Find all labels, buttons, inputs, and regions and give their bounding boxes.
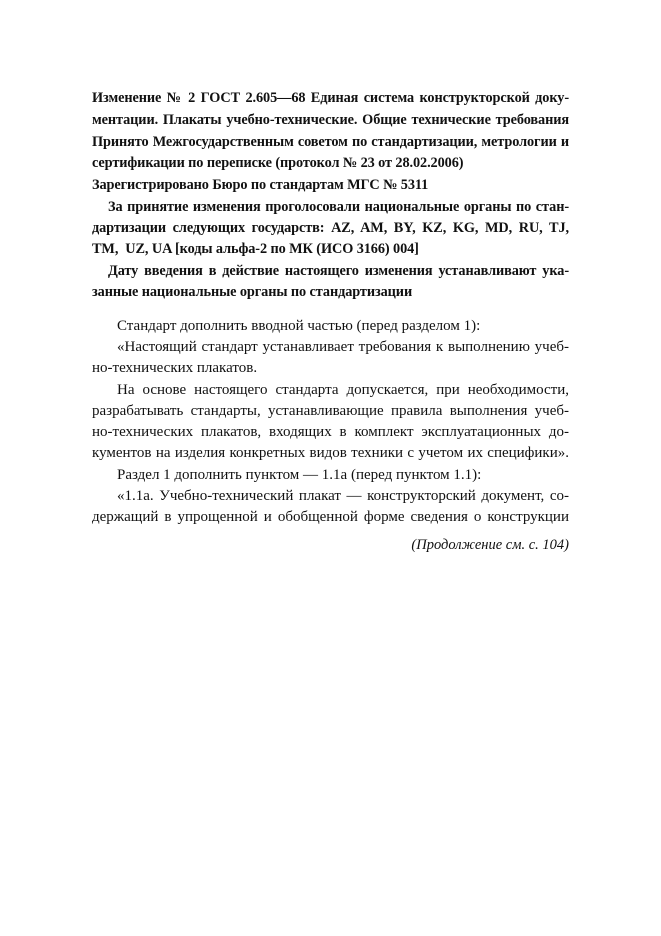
- document-line: занные национальные органы по стандартизации: [92, 284, 413, 300]
- document-line: держащий в упрощенной и обобщенной форме сведения о конструкции: [92, 509, 569, 525]
- document-line: Стандарт дополнить вводной частью (перед разделом 1):: [117, 318, 481, 334]
- document-line: TM, UZ, UA [коды альфа-2 по МК (ИСО 3166) 004]: [92, 241, 419, 257]
- document-line: сертификации по переписке (протокол № 23 от 28.02.2006): [92, 155, 464, 171]
- document-line: ментации. Плакаты учебно-технические. Общие технические требования: [92, 112, 569, 128]
- document-line: кументов на изделия конкретных видов техники с учетом их специфики».: [92, 445, 569, 461]
- document-line: Изменение № 2 ГОСТ 2.605—68 Единая система конструкторской доку-: [92, 90, 569, 106]
- document-line: но-технических плакатов, входящих в комплект эксплуатационных до-: [92, 424, 569, 440]
- document-line: Дату введения в действие настоящего изменения устанавливают ука-: [108, 263, 569, 279]
- document-line: Раздел 1 дополнить пунктом — 1.1а (перед пунктом 1.1):: [117, 467, 482, 483]
- document-line: но-технических плакатов.: [92, 360, 258, 376]
- continuation-note: (Продолжение см. с. 104): [411, 537, 569, 553]
- document-line: За принятие изменения проголосовали национальные органы по стан-: [108, 199, 569, 215]
- document-line: На основе настоящего стандарта допускается, при необходимости,: [117, 382, 569, 398]
- document-line: «1.1а. Учебно-технический плакат — конструкторский документ, со-: [117, 488, 569, 504]
- document-line: Зарегистрировано Бюро по стандартам МГС № 5311: [92, 177, 429, 193]
- document-line: дартизации следующих государств: AZ, AM, BY, KZ, KG, MD, RU, TJ,: [92, 220, 569, 236]
- document-line: разрабатывать стандарты, устанавливающие правила выполнения учеб-: [92, 403, 569, 419]
- document-line: Принято Межгосударственным советом по стандартизации, метрологии и: [92, 134, 569, 150]
- document-line: «Настоящий стандарт устанавливает требования к выполнению учеб-: [117, 339, 569, 355]
